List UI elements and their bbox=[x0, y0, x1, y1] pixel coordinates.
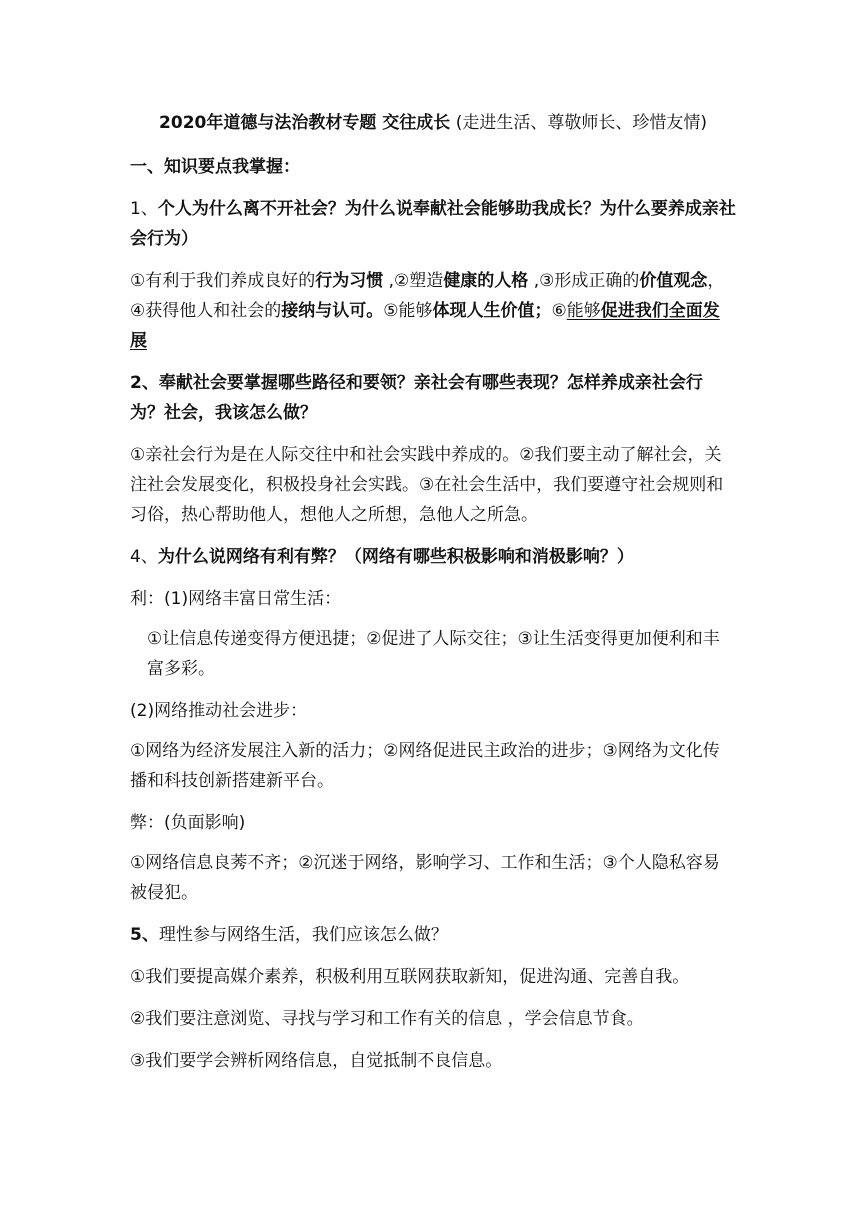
answer-5-item-2: ②我们要注意浏览、寻找与学习和工作有关的信息 ，学会信息节食。 bbox=[130, 1009, 644, 1029]
question-2: 2、奉献社会要掌握哪些路径和要领？亲社会有哪些表现？怎样养成亲社会行为？社会，我该怎么做？ bbox=[130, 373, 703, 423]
title-bold: 2020年道德与法治教材专题 交往成长 bbox=[159, 113, 451, 133]
benefit-heading-1: 利：(1)网络丰富日常生活： bbox=[130, 589, 342, 609]
answer-2: ①亲社会行为是在人际交往中和社会实践中养成的。②我们要主动了解社会，关注社会发展变化，积极投身社会实践。③在社会生活中，我们要遵守社会规则和习俗，热心帮助他人，想他人之所想，急他人之所急。 bbox=[130, 445, 724, 525]
drawback-heading: 弊：(负面影响) bbox=[130, 813, 246, 833]
document-title bbox=[130, 108, 736, 138]
benefit-heading-2: (2)网络推动社会进步： bbox=[130, 701, 308, 721]
title-subtitle: (走进生活、尊敬师长、珍惜友情) bbox=[455, 113, 707, 133]
drawback-content: ①网络信息良莠不齐；②沉迷于网络，影响学习、工作和生活；③个人隐私容易被侵犯。 bbox=[130, 853, 720, 903]
benefit-content-1: ①让信息传递变得方便迅捷；②促进了人际交往；③让生活变得更加便利和丰富多彩。 bbox=[147, 629, 720, 679]
question-1: 1、个人为什么离不开社会？为什么说奉献社会能够助我成长？为什么要养成亲社会行为） bbox=[130, 199, 736, 249]
question-5: 5、理性参与网络生活，我们应该怎么做？ bbox=[130, 925, 448, 945]
answer-1: ①有利于我们养成良好的行为习惯 ,②塑造健康的人格 ,③形成正确的价值观念，④获得他人和社会的接纳与认可。⑤能够体现人生价值；⑥能够促进我们全面发展 bbox=[130, 271, 725, 351]
answer-5-item-1: ①我们要提高媒介素养，积极利用互联网获取新知，促进沟通、完善自我。 bbox=[130, 967, 690, 987]
section-heading: 一、知识要点我掌握： bbox=[130, 157, 300, 177]
document-body bbox=[130, 108, 736, 1088]
benefit-content-2: ①网络为经济发展注入新的活力；②网络促进民主政治的进步；③网络为文化传播和科技创新搭建新平台。 bbox=[130, 741, 720, 791]
question-4: 4、为什么说网络有利有弊？（网络有哪些积极影响和消极影响？） bbox=[130, 547, 634, 567]
answer-5-item-3: ③我们要学会辨析网络信息，自觉抵制不良信息。 bbox=[130, 1051, 503, 1071]
